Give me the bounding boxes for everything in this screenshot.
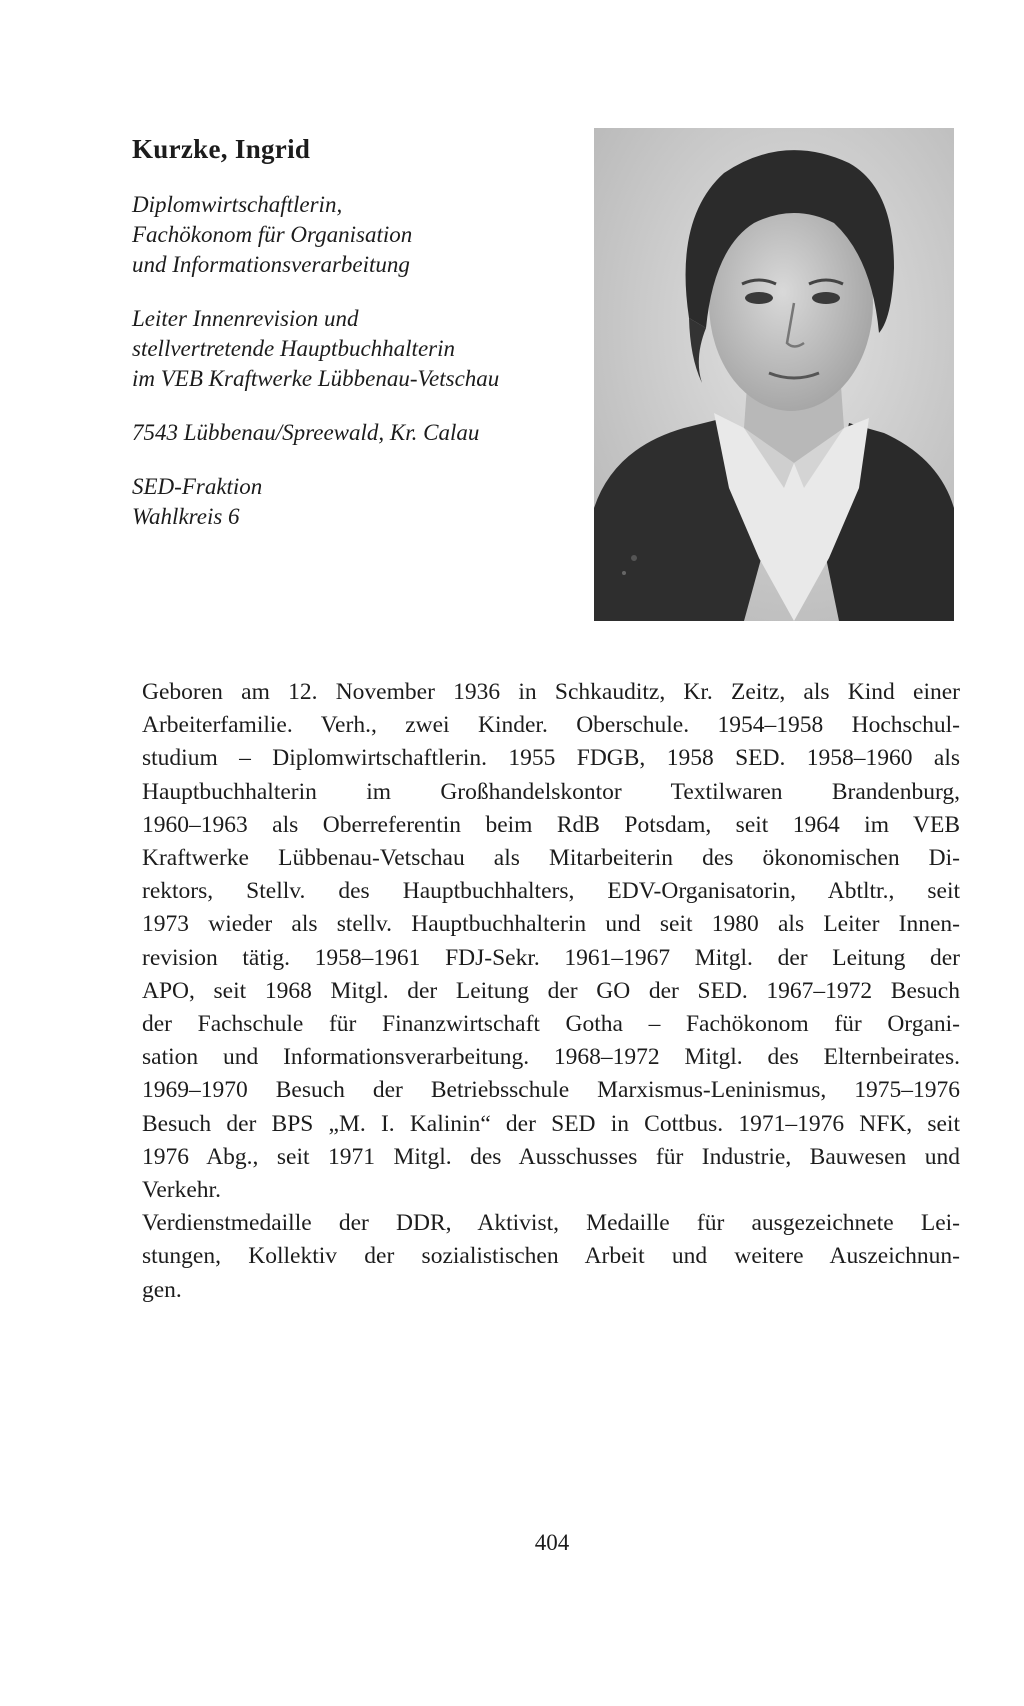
portrait-photo xyxy=(594,128,954,621)
qualification-line: und Informationsverarbeitung xyxy=(132,252,410,277)
position-line: Leiter Innenrevision und xyxy=(132,306,359,331)
biography-line: Kraftwerke Lübbenau-Vetschau als Mitarbeiterin des ökonomischen Di- xyxy=(142,845,960,872)
awards-line: gen. xyxy=(142,1276,182,1303)
qualification-line: Diplomwirtschaftlerin, xyxy=(132,192,343,217)
biography-line: studium – Diplomwirtschaftlerin. 1955 FDGB, 1958 SED. 1958–1960 als xyxy=(142,745,960,772)
biography-line: Besuch der BPS „M. I. Kalinin“ der SED in Cottbus. 1971–1976 NFK, seit xyxy=(142,1110,960,1137)
biography-line: 1973 wieder als stellv. Hauptbuchhalterin und seit 1980 als Leiter Innen- xyxy=(142,911,960,938)
awards-line: stungen, Kollektiv der sozialistischen Arbeit und weitere Auszeichnun- xyxy=(142,1243,960,1270)
address-line: 7543 Lübbenau/Spreewald, Kr. Calau xyxy=(132,420,480,445)
biography-line: 1960–1963 als Oberreferentin beim RdB Potsdam, seit 1964 im VEB xyxy=(142,811,960,838)
faction-block xyxy=(132,472,572,532)
biography-line: APO, seit 1968 Mitgl. der Leitung der GO der SED. 1967–1972 Besuch xyxy=(142,977,960,1004)
qualification-block xyxy=(132,190,572,280)
person-name: Kurzke, Ingrid xyxy=(132,134,311,164)
biography-line: Verkehr. xyxy=(142,1177,221,1204)
address-block xyxy=(132,418,572,448)
constituency-line: Wahlkreis 6 xyxy=(132,504,240,529)
position-block xyxy=(132,304,572,394)
biography-line: Geboren am 12. November 1936 in Schkauditz, Kr. Zeitz, als Kind einer xyxy=(142,679,960,705)
biography-line: revision tätig. 1958–1961 FDJ-Sekr. 1961–1967 Mitgl. der Leitung der xyxy=(142,944,960,971)
position-line: im VEB Kraftwerke Lübbenau-Vetschau xyxy=(132,366,500,391)
biography-line: 1969–1970 Besuch der Betriebsschule Marxismus-Leninismus, 1975–1976 xyxy=(142,1077,960,1104)
portrait-illustration xyxy=(594,128,954,621)
biography-line: Arbeiterfamilie. Verh., zwei Kinder. Oberschule. 1954–1958 Hochschul- xyxy=(142,712,960,739)
qualification-line: Fachökonom für Organisation xyxy=(132,222,413,247)
biography-line: 1976 Abg., seit 1971 Mitgl. des Ausschusses für Industrie, Bauwesen und xyxy=(142,1143,960,1170)
awards-line: Verdienstmedaille der DDR, Aktivist, Medaille für ausgezeichnete Lei- xyxy=(142,1210,960,1237)
biography xyxy=(142,676,960,1307)
biography-line: Hauptbuchhalterin im Großhandelskontor Textilwaren Brandenburg, xyxy=(142,778,960,805)
biography-line: der Fachschule für Finanzwirtschaft Gotha – Fachökonom für Organi- xyxy=(142,1011,960,1038)
biography-line: sation und Informationsverarbeitung. 1968–1972 Mitgl. des Elternbeirates. xyxy=(142,1044,960,1071)
person-info xyxy=(132,190,572,556)
faction-line: SED-Fraktion xyxy=(132,474,263,499)
position-line: stellvertretende Hauptbuchhalterin xyxy=(132,336,455,361)
page-number: 404 xyxy=(534,1530,570,1555)
biography-line: rektors, Stellv. des Hauptbuchhalters, EDV-Organisatorin, Abtltr., seit xyxy=(142,878,960,905)
